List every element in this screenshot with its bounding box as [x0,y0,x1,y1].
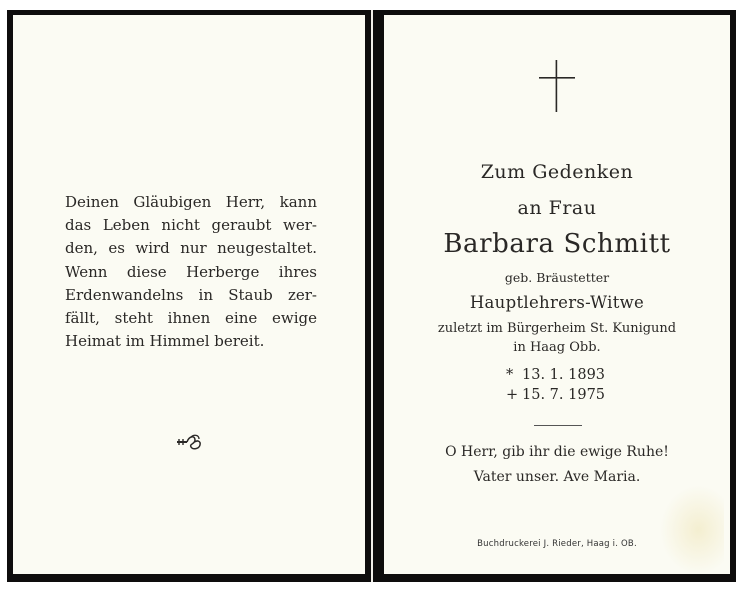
residence-line: zuletzt im Bürgerheim St. Kunigund [437,321,677,336]
verse-line: Deinen Gläubigen Herr, kann [65,193,317,211]
death-cross-icon: + [506,387,519,403]
birth-date: 13. 1. 1893 [522,367,606,383]
deceased-title: Hauptlehrers-Witwe [469,293,645,312]
death-row [506,385,605,405]
verse-line: den, es wird nur neugestaltet. [65,239,317,258]
heading-in-memory: Zum Gedenken [480,161,634,183]
right-card [373,10,736,582]
death-date: 15. 7. 1975 [522,387,606,403]
birth-star-icon: * [506,367,514,383]
printer-imprint: Buchdruckerei J. Rieder, Haag i. OB. [477,539,637,549]
prayer-line: O Herr, gib ihr die ewige Ruhe! [445,444,669,460]
verse-line: Wenn diese Herberge ihres [65,262,317,281]
verse-text [65,191,317,353]
verse-line: das Leben nicht geraubt wer- [65,216,317,235]
cross-icon [539,60,575,117]
prayer-line: Vater unser. Ave Maria. [473,469,641,485]
left-card-paper [13,15,365,574]
ornament-icon [175,433,205,456]
deceased-name: Barbara Schmitt [443,229,671,259]
verse-line: fällt, steht ihnen eine ewige [65,309,317,328]
residence-line: in Haag Obb. [513,340,601,355]
verse-line: Erdenwandelns in Staub zer- [65,285,317,304]
life-dates [506,365,605,405]
left-card [7,10,373,582]
divider-rule [534,425,582,426]
maiden-name: geb. Bräustetter [504,270,610,285]
birth-row [506,365,605,385]
verse-line: Heimat im Himmel bereit. [65,332,265,351]
heading-to-mrs: an Frau [517,197,597,219]
right-card-paper [384,15,730,574]
paper-stain [660,485,724,574]
